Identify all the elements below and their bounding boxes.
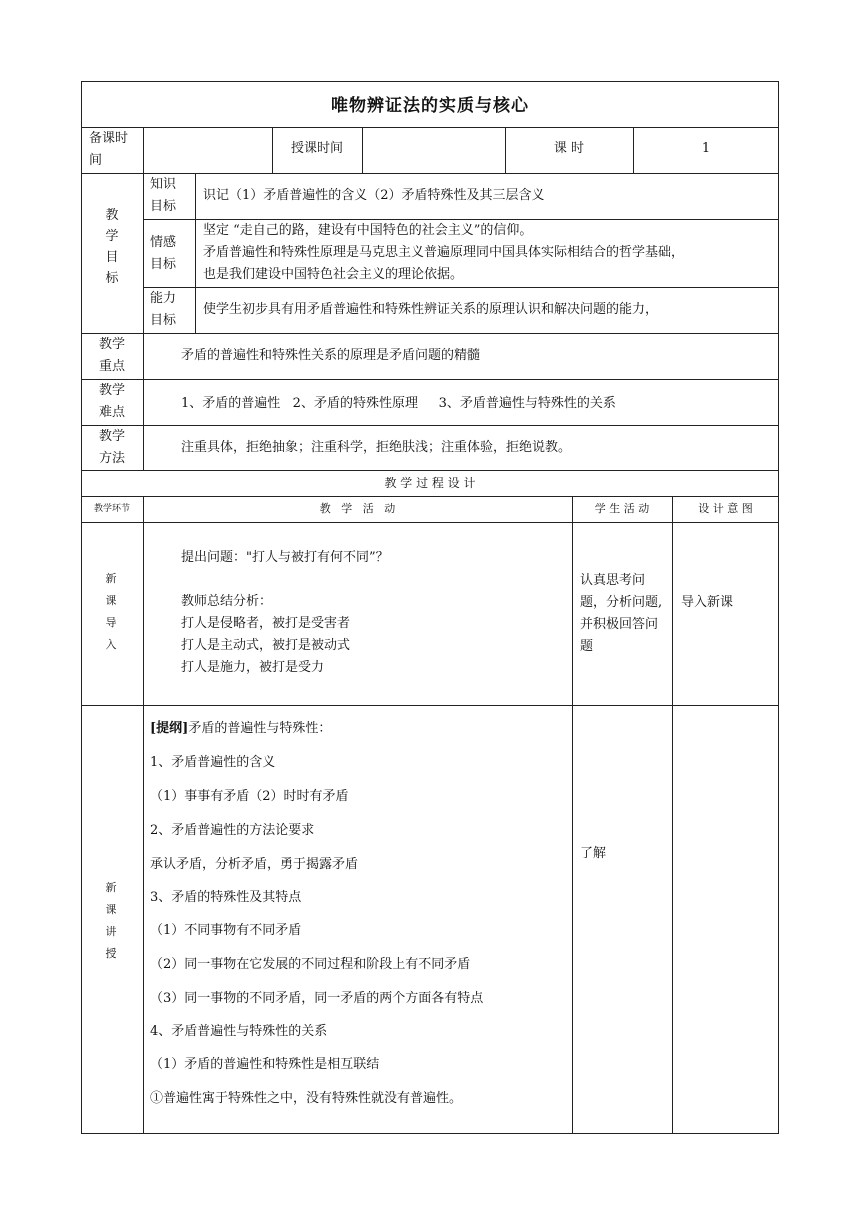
outline-title: 矛盾的普遍性与特殊性： [188, 721, 332, 736]
prep-time-label: 备课时间 [89, 131, 129, 168]
difficulty-label: 教学难点 [98, 383, 125, 420]
lecture-line: （3）同一事物的不同矛盾，同一矛盾的两个方面各有特点 [150, 991, 484, 1006]
ability-label: 能力目标 [150, 291, 177, 328]
rule [81, 496, 779, 497]
intro-intent: 导入新课 [681, 595, 734, 610]
page-title: 唯物辨证法的实质与核心 [331, 96, 529, 116]
rule [81, 705, 779, 706]
knowledge-text: 识记（1）矛盾普遍性的含义（2）矛盾特殊性及其三层含义 [203, 188, 545, 203]
emotion-line: 也是我们建设中国特色社会主义的理论依据。 [203, 267, 464, 282]
lecture-line: ①普遍性寓于特殊性之中，没有特殊性就没有普遍性。 [150, 1091, 463, 1106]
col-stage-header: 教学环节 [93, 504, 130, 514]
key-point-text: 矛盾的普遍性和特殊性关系的原理是矛盾问题的精髓 [181, 348, 481, 363]
emotion-line: 坚定 “走自己的路，建设有中国特色的社会主义”的信仰。 [203, 223, 533, 238]
ability-text: 使学生初步具有用矛盾普遍性和特殊性辨证关系的原理认识和解决问题的能力， [203, 302, 659, 317]
intro-stage: 新课导入 [105, 572, 117, 651]
rule [143, 287, 779, 288]
col-intent-header: 设 计 意 图 [698, 502, 753, 515]
lecture-line: （2）同一事物在它发展的不同过程和阶段上有不同矛盾 [150, 957, 471, 972]
lecture-line: （1）不同事物有不同矛盾 [150, 923, 302, 938]
intro-line: 提出问题："打人与被打有何不同”？ [181, 550, 389, 565]
lecture-line: （1）矛盾的普遍性和特殊性是相互联结 [150, 1057, 380, 1072]
col-student-header: 学 生 活 动 [594, 502, 650, 515]
period-label: 课 时 [553, 141, 585, 156]
process-header: 教 学 过 程 设 计 [384, 476, 476, 490]
lecture-line: 3、矛盾的特殊性及其特点 [150, 890, 302, 905]
rule [143, 496, 144, 1134]
lecture-line: 4、矛盾普遍性与特殊性的关系 [150, 1024, 328, 1039]
col-activity-header: 教 学 活 动 [319, 502, 396, 515]
outline-tag: [提纲] [150, 721, 189, 736]
rule [143, 127, 144, 471]
lecture-line: 1、矛盾普遍性的含义 [150, 755, 276, 770]
method-label: 教学方法 [98, 429, 125, 466]
key-point-label: 教学重点 [98, 337, 125, 374]
knowledge-label: 知识目标 [150, 177, 177, 214]
period-value: 1 [701, 141, 711, 156]
rule [672, 496, 673, 1134]
lecture-line: 承认矛盾，分析矛盾，勇于揭露矛盾 [150, 857, 359, 872]
rule [362, 127, 363, 173]
intro-line: 打人是侵略者，被打是受害者 [181, 616, 351, 631]
rule [195, 173, 196, 333]
lecture-line: （1）事事有矛盾（2）时时有矛盾 [150, 789, 349, 804]
lecture-stage: 新课讲授 [105, 881, 117, 960]
intro-line: 打人是施力，被打是受力 [181, 660, 325, 675]
lecture-student: 了解 [580, 846, 607, 861]
rule [81, 127, 779, 128]
class-time-label: 授课时间 [290, 141, 343, 156]
rule [81, 470, 779, 471]
intro-student: 认真思考问题，分析问题,并积极回答问题 [580, 573, 663, 654]
emotion-line: 矛盾普遍性和特殊性原理是马克思主义普遍原理同中国具体实际相结合的哲学基础， [203, 245, 685, 260]
rule [81, 379, 779, 380]
outline-heading [150, 718, 331, 740]
difficulty-text: 1、矛盾的普遍性 2、矛盾的特殊性原理 3、矛盾普遍性与特殊性的关系 [181, 396, 616, 411]
rule [572, 496, 573, 1134]
rule [81, 522, 779, 523]
intro-line: 教师总结分析： [181, 594, 273, 609]
intro-line: 打人是主动式，被打是被动式 [181, 638, 351, 653]
emotion-label: 情感目标 [150, 235, 177, 272]
objectives-label: 教学目标 [105, 208, 119, 286]
method-text: 注重具体，拒绝抽象；注重科学，拒绝肤浅；注重体验，拒绝说教。 [181, 440, 572, 455]
rule [81, 333, 779, 334]
rule [81, 425, 779, 426]
lecture-line: 2、矛盾普遍性的方法论要求 [150, 823, 315, 838]
